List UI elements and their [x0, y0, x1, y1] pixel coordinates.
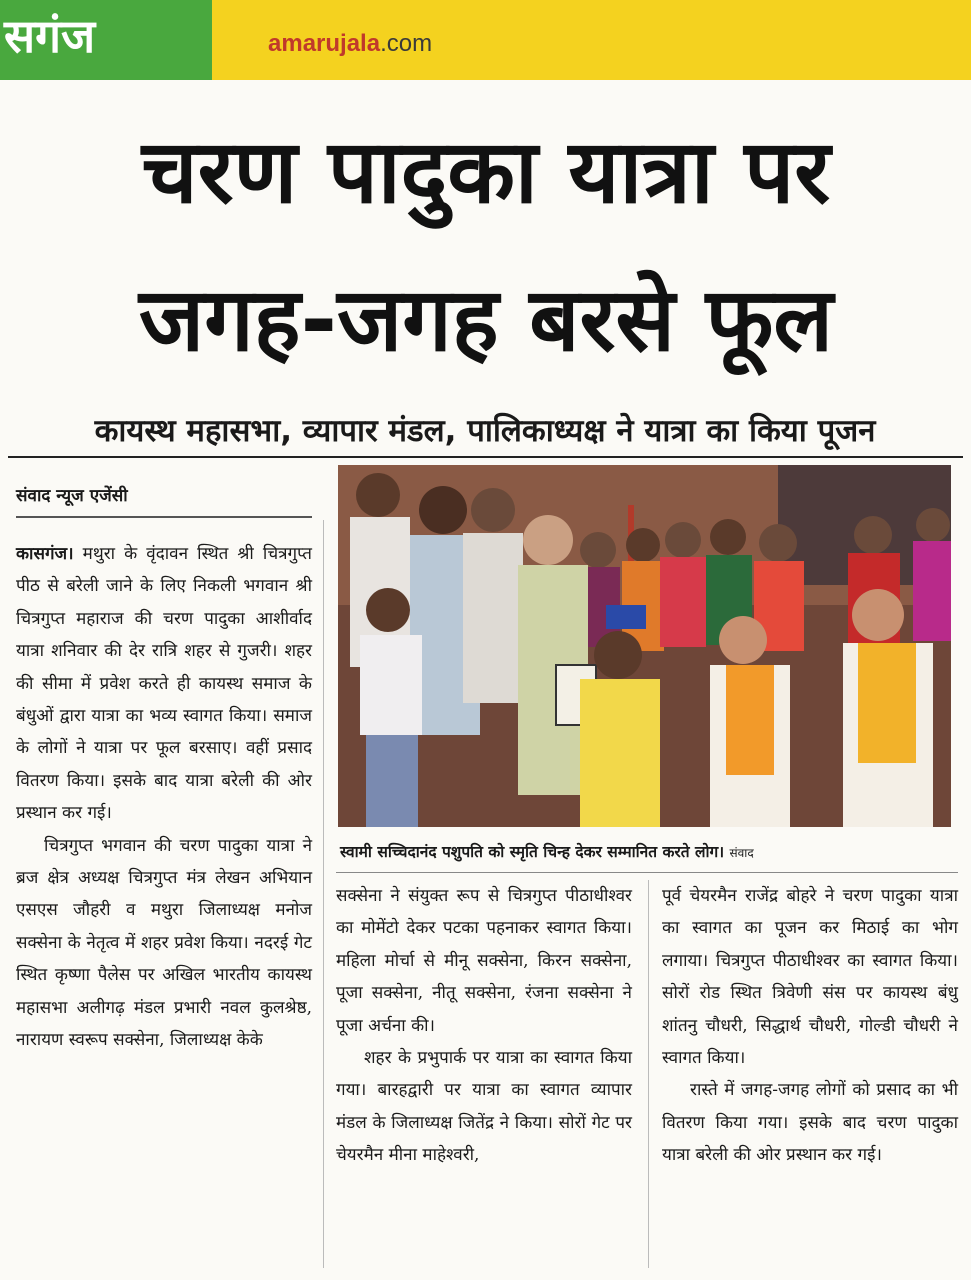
- dateline: कासगंज।: [16, 544, 74, 564]
- news-photo: [338, 465, 951, 827]
- column-divider: [323, 520, 324, 1268]
- masthead-bar: [0, 0, 971, 80]
- paragraph: चित्रगुप्त भगवान की चरण पादुका यात्रा ने ब्रज क्षेत्र अध्यक्ष चित्रगुप्त मंत्र लेखन अभियान एसएस जौहरी व मथुरा जिलाध्यक्ष मनोज सक्सेना के नेतृत्व में शहर प्रवेश किया। नदरई गेट स्थित कृष्णा पैलेस पर अखिल भारतीय कायस्थ महासभा अलीगढ़ मंडल प्रभारी नवल कुलश्रेष्ठ, नारायण स्वरूप सक्सेना, जिलाध्यक्ष केके: [16, 835, 312, 1051]
- byline-rule: [16, 516, 312, 518]
- paragraph: शहर के प्रभुपार्क पर यात्रा का स्वागत किया गया। बारहद्वारी पर यात्रा का स्वागत व्यापार मंडल के जिलाध्यक्ष जितेंद्र ने किया। सोरों गेट पर चेयरमैन मीना माहेश्वरी,: [336, 1048, 632, 1166]
- city-tag: [0, 0, 212, 80]
- paragraph: रास्ते में जगह-जगह लोगों को प्रसाद का भी वितरण किया गया। इसके बाद चरण पादुका यात्रा बरेली की ओर प्रस्थान कर गई।: [662, 1080, 958, 1166]
- caption-text: स्वामी सच्चिदानंद पशुपति को स्मृति चिन्ह देकर सम्मानित करते लोग।: [340, 843, 725, 861]
- caption-rule: [336, 872, 958, 873]
- site-domain: .com: [380, 30, 433, 57]
- site-name: amarujala: [268, 30, 381, 57]
- headline-rule: [8, 456, 963, 458]
- article-column-2: [336, 880, 632, 1172]
- subheadline: कायस्थ महासभा, व्यापार मंडल, पालिकाध्यक्ष ने यात्रा का किया पूजन: [94, 413, 876, 449]
- column-divider: [648, 880, 649, 1268]
- headline-line-1: चरण पादुका यात्रा पर: [141, 120, 831, 223]
- photo-illustration: [338, 465, 951, 827]
- headline-line-2: जगह-जगह बरसे फूल: [138, 268, 834, 371]
- article-column-1: [16, 538, 312, 1057]
- paragraph: सक्सेना ने संयुक्त रूप से चित्रगुप्त पीठाधीश्वर का मोमेंटो देकर पटका पहनाकर स्वागत किया। महिला मोर्चा से मीनू सक्सेना, किरन सक्सेना, पूजा सक्सेना, नीतू सक्सेना, रंजना सक्सेना ने पूजा अर्चना की।: [336, 886, 632, 1036]
- city-name: सगंज: [4, 9, 96, 63]
- paragraph: पूर्व चेयरमैन राजेंद्र बोहरे ने चरण पादुका यात्रा का स्वागत का पूजन कर मिठाई का भोग लगाया। चित्रगुप्त पीठाधीश्वर का स्वागत किया। सोरों रोड स्थित त्रिवेणी संस पर कायस्थ बंधु शांतनु चौधरी, सिद्धार्थ चौधरी, गोल्डी चौधरी ने स्वागत किया।: [662, 886, 958, 1069]
- paragraph-text: मथुरा के वृंदावन स्थित श्री चित्रगुप्त पीठ से बरेली जाने के लिए निकली भगवान श्री चित्रगुप्त महाराज की चरण पादुका आशीर्वाद यात्रा शनिवार की देर रात्रि शहर से गुजरी। शहर की सीमा में प्रवेश करते ही कायस्थ समाज के बंधुओं द्वारा यात्रा का भव्य स्वागत किया। समाज के लोगों ने यात्रा पर फूल बरसाए। वहीं प्रसाद वितरण किया। इसके बाद यात्रा बरेली की ओर प्रस्थान कर गई।: [16, 544, 312, 824]
- caption-credit: संवाद: [729, 846, 754, 860]
- site-logo[interactable]: [268, 30, 432, 58]
- article-column-3: [662, 880, 958, 1172]
- agency-byline: संवाद न्यूज एजेंसी: [16, 486, 128, 506]
- paragraph: [16, 538, 312, 830]
- photo-caption: [340, 832, 956, 873]
